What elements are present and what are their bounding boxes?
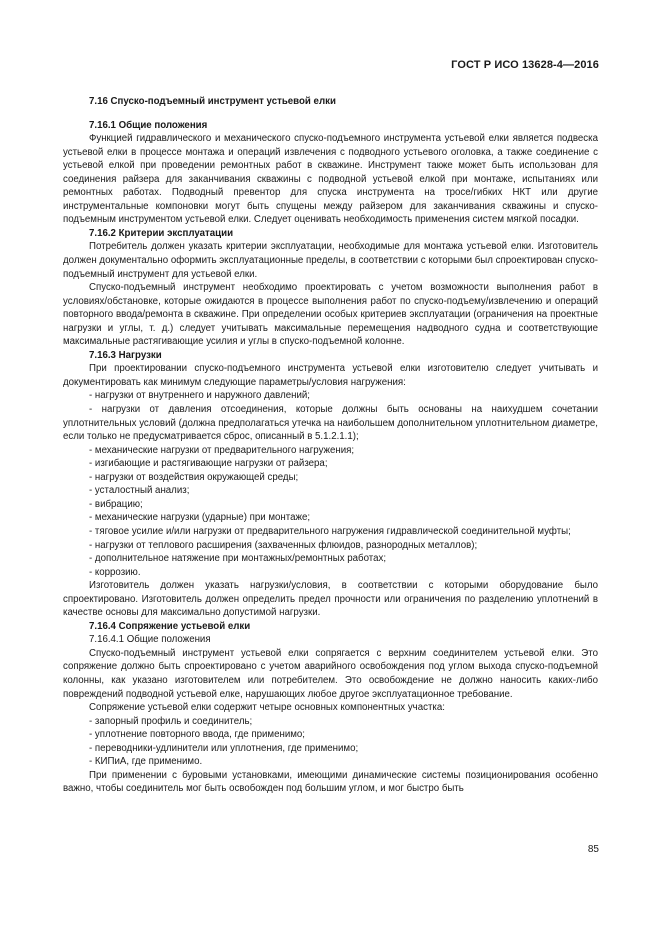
paragraph: Сопряжение устьевой елки содержит четыре основных компонентных участка: [89, 702, 445, 714]
list-item: - переводники-удлинители или уплотнения, где применимо; [89, 742, 359, 754]
list-item: - нагрузки от внутреннего и наружного давлений; [89, 390, 310, 402]
paragraph: Изготовитель должен указать нагрузки/условия, в соответствии с которыми оборудование было спроектировано. Изготовитель должен определить предел прочности или ограничения по разделению уплотнений в качестве основы для максимально допустимой нагрузки. [63, 580, 598, 619]
paragraph: Спуско-подъемный инструмент необходимо проектировать с учетом возможности выполнения работ в условиях/обстановке, которые ожидаются в процессе выполнения работ по спуско-подъему/извлечению и операций повторного ввода/ремонта в скважине. При определении особых критериев эксплуатации (ограничения на проектные нагрузки и углы, т. д.) следует учитывать максимальные перемещения надводного судна и соответствующие максимальные растягивающие усилия и углы в спуско-подъемной колонне. [63, 282, 598, 348]
paragraph: Функцией гидравлического и механического спуско-подъемного инструмента устьевой елки является подвеска устьевой елки в процессе монтажа и операций извлечения с подводного устьевого оголовка, а также соединение с устьевой елкой при проведении ремонтных работ в скважине. Инструмент также может быть использован для соединения райзера для заканчивания скважины с подводной устьевой елкой при монтаже, испытаниях или ремонтных работах. Подводный превентор для спуска инструмента на тросе/гибких НКТ или другие инструментальные компоновки могут быть спущены между райзером для заканчивания скважины и спуско-подъемным инструментом устьевой елки. Следует оценивать необходимость применения систем мягкой посадки. [63, 133, 598, 226]
list-item: - нагрузки от давления отсоединения, которые должны быть основаны на наихудшем сочетании уплотнительных условий (должна предполагаться утечка на наибольшем дополнительном уплотнительном диаметре, если только не предусматривается сброс, описанный в 5.1.2.1.1); [63, 404, 598, 443]
list-item: - нагрузки от воздействия окружающей среды; [89, 471, 299, 483]
list-item: - коррозию. [89, 566, 141, 578]
list-item: - нагрузки от теплового расширения (захваченных флюидов, разнородных металлов); [89, 539, 478, 551]
section-title: 7.16 Спуско-подъемный инструмент устьевой елки [89, 96, 336, 107]
paragraph: Потребитель должен указать критерии эксплуатации, необходимые для монтажа устьевой елки. Изготовитель должен документально оформить эксплуатационные пределы, в соответствии с которыми был спроектирован спуско-подъемный инструмент для устьевой елки. [63, 241, 598, 280]
paragraph: При применении с буровыми установками, имеющими динамические системы позиционирования особенно важно, чтобы соединитель мог быть освобожден под большим углом, и мог быстро быть [63, 769, 598, 795]
document-header: ГОСТ Р ИСО 13628-4—2016 [451, 59, 599, 71]
list-item: - механические нагрузки от предварительного нагружения; [89, 444, 355, 456]
list-item: - вибрацию; [89, 498, 143, 510]
list-item: - уплотнение повторного ввода, где применимо; [89, 729, 305, 741]
list-item: - изгибающие и растягивающие нагрузки от райзера; [89, 458, 328, 470]
list-item: - усталостный анализ; [89, 485, 190, 497]
subsection-heading: 7.16.1 Общие положения [89, 119, 208, 131]
subsection-heading: 7.16.3 Нагрузки [89, 349, 162, 361]
list-item: - тяговое усилие и/или нагрузки от предварительного нагружения гидравлической соединительной муфты; [89, 525, 571, 537]
paragraph: Спуско-подъемный инструмент устьевой елки сопрягается с верхним соединителем устьевой елки. Это сопряжение должно быть спроектировано с учетом аварийного освобождения под углом выхода спуско-подъемной колонны, как указано изготовителем или потребителем. Это освобождение не должно наносить каких-либо повреждений подводной устьевой елке, нарушающих любое другое эксплуатационное требование. [63, 647, 598, 700]
list-item: - механические нагрузки (ударные) при монтаже; [89, 512, 311, 524]
list-item: - запорный профиль и соединитель; [89, 715, 253, 727]
subsection-heading: 7.16.2 Критерии эксплуатации [89, 227, 234, 239]
document-body [63, 95, 598, 796]
list-item: - КИПиА, где применимо. [89, 756, 203, 768]
paragraph: При проектировании спуско-подъемного инструмента устьевой елки изготовителю следует учитывать и документировать как минимум следующие параметры/условия нагружения: [63, 363, 598, 388]
subsubsection-heading: 7.16.4.1 Общие положения [89, 634, 211, 646]
subsection-heading: 7.16.4 Сопряжение устьевой елки [89, 620, 251, 632]
page-number: 85 [587, 844, 599, 855]
list-item: - дополнительное натяжение при монтажных/ремонтных работах; [89, 553, 387, 565]
